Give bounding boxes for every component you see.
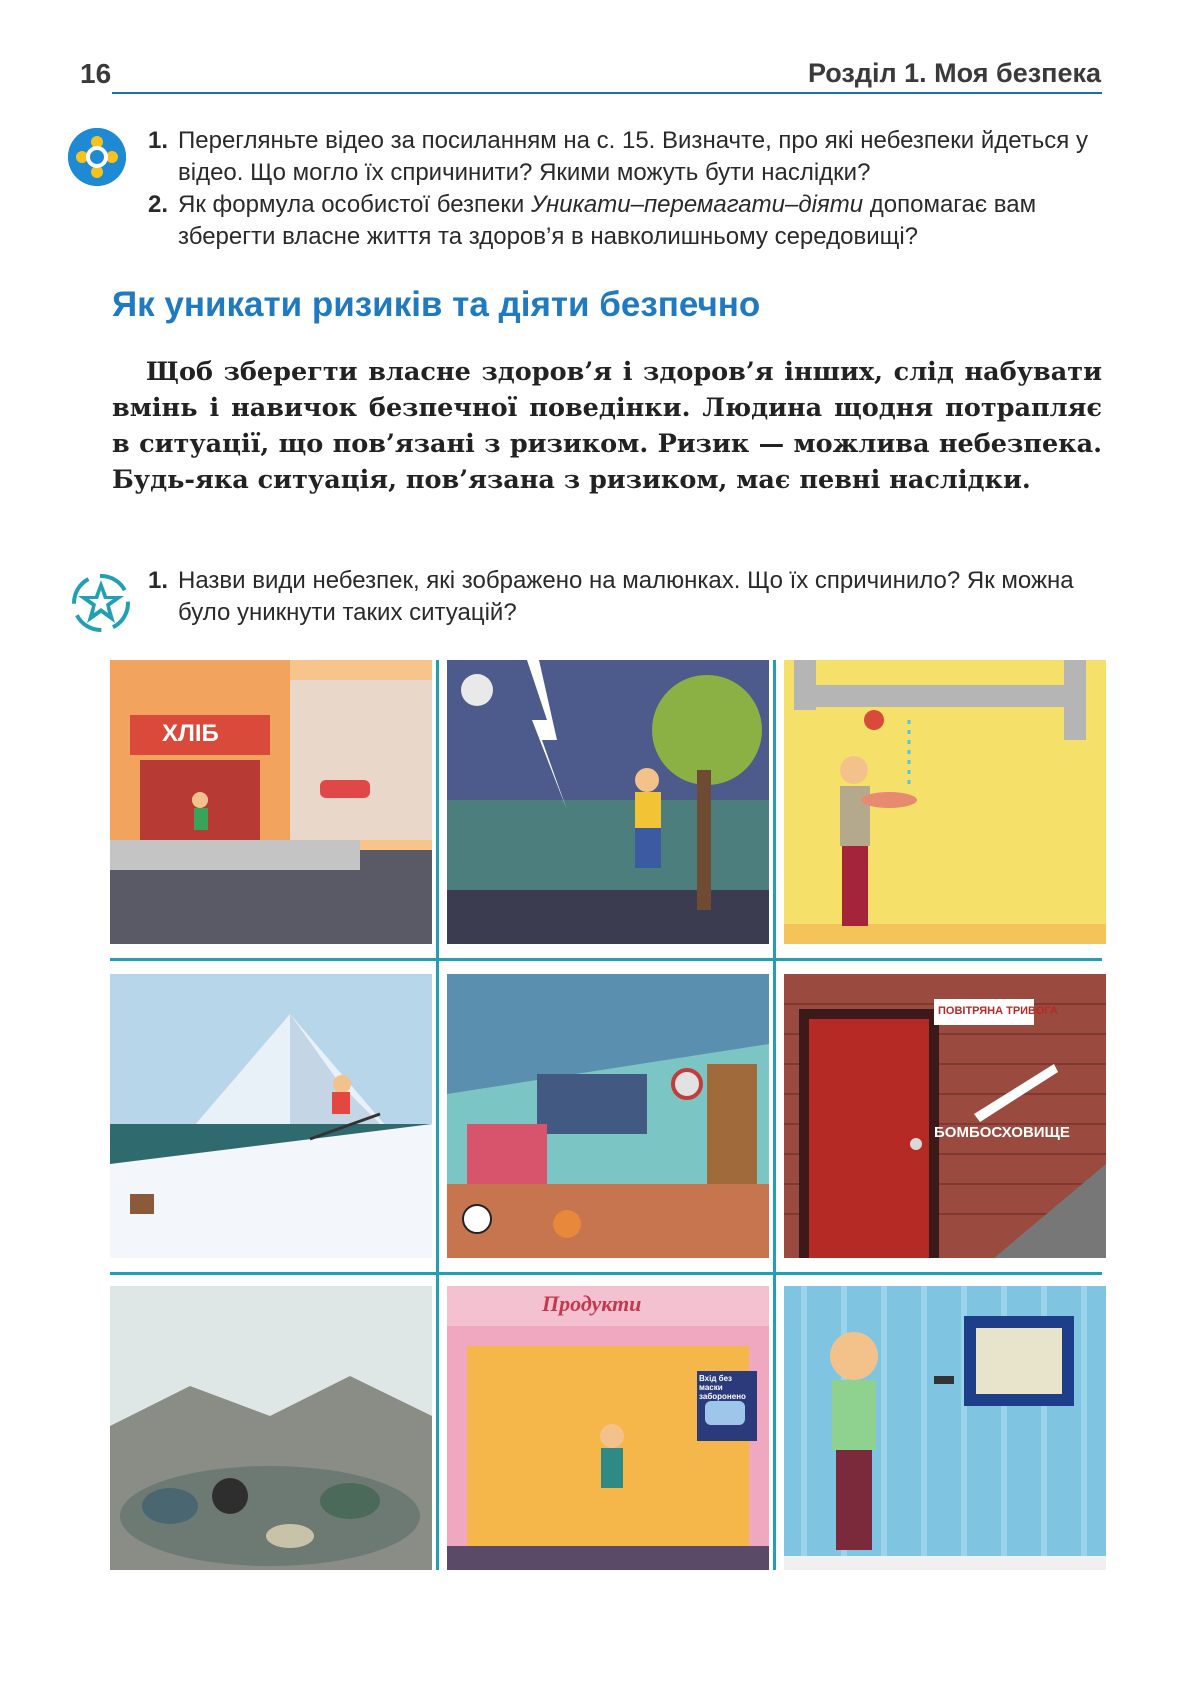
- illustration-ski-slope: [110, 974, 432, 1258]
- body-paragraph: Щоб зберегти власне здоров’я і здоров’я інших, слід набувати вмінь і навичок безпечної поведінки. Людина щодня потрапляє в ситуації, що пов’язані з ризиком. Ризик — можлива небезпека. Будь-яка ситуація, пов’язана з ризиком, має певні наслідки.: [112, 357, 1102, 495]
- illustration-leaking-pipe: [784, 660, 1106, 944]
- illustration-messy-room: [447, 974, 769, 1258]
- air-raid-sign: ПОВІТРЯНА ТРИВОГА: [938, 1005, 1058, 1017]
- illustration-grid: [110, 660, 1102, 1570]
- discussion-icon: [68, 128, 126, 186]
- illustration-garbage-dump: [110, 1286, 432, 1570]
- illustration-street-bakery: [110, 660, 432, 944]
- illustration-hanging-picture: [784, 1286, 1106, 1570]
- question-item: 2. Як формула особистої безпеки Уникати–перемагати–діяти допомагає вам зберегти власне життя та здоров’я в навколишньому середовищі?: [148, 191, 1037, 250]
- illustration-thunderstorm: [447, 660, 769, 944]
- illustration-grocery-store: [447, 1286, 769, 1570]
- task-list: [148, 565, 1108, 629]
- grid-line: [110, 1272, 1102, 1275]
- running-title: Розділ 1. Моя безпека: [807, 58, 1101, 88]
- question-item: 1. Перегляньте відео за посиланням на с. 15. Визначте, про які небезпеки йдеться у відео. Що могло їх спричинити? Якими можуть бути наслідки?: [148, 127, 1088, 186]
- page-number: 16: [80, 58, 112, 89]
- section-title: Як уникати ризиків та діяти безпечно: [112, 285, 761, 324]
- grid-line: [436, 660, 439, 1570]
- bakery-sign: ХЛІБ: [162, 720, 219, 747]
- illustration-shelter-door: [784, 974, 1106, 1258]
- header-rule: [112, 92, 1102, 94]
- task-item: 1. Назви види небезпек, які зображено на малюнках. Що їх спричинило? Як можна було уникнути таких ситуацій?: [148, 567, 1074, 626]
- grid-line: [773, 660, 776, 1570]
- star-icon: [70, 572, 132, 634]
- shelter-sign: БОМБОСХОВИЩЕ: [934, 1124, 1070, 1141]
- discussion-questions: [148, 125, 1098, 253]
- shop-sign: Продукти: [542, 1291, 642, 1316]
- grid-line: [110, 958, 1102, 961]
- mask-poster-text: Вхід без маски заборонено: [699, 1374, 746, 1401]
